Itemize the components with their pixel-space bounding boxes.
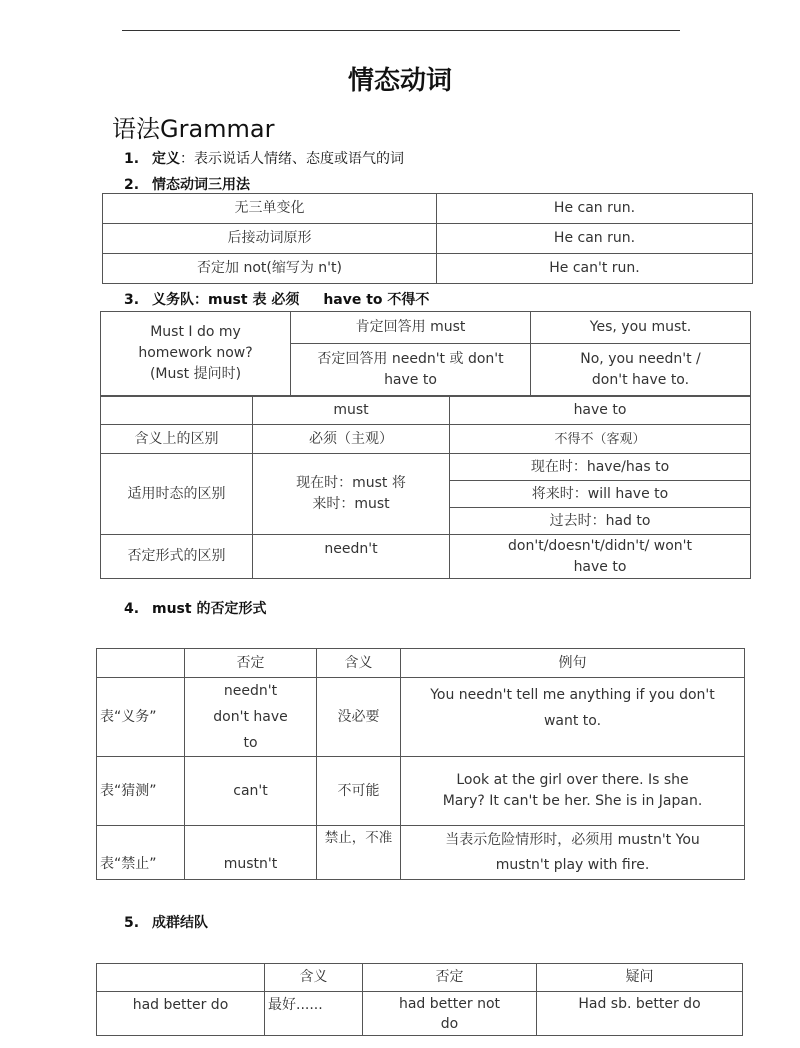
item-three-uses — [124, 174, 250, 194]
table-row — [101, 312, 751, 344]
table-cell: Had sb. better do — [537, 992, 743, 1036]
table-cell: had better not do — [363, 992, 537, 1036]
table-cell: He can run. — [437, 224, 753, 254]
table-cell: 肯定回答用 must — [291, 312, 531, 344]
item-number: 4. — [124, 601, 140, 617]
table-cell: 现在时：must 将来时：must — [253, 454, 450, 535]
item-group — [124, 912, 208, 932]
table-cell: 含义 — [265, 964, 363, 992]
table-cell: 疑问 — [537, 964, 743, 992]
table-row — [97, 649, 745, 678]
table-cell: 表“禁止” — [97, 826, 185, 880]
table-cell: Look at the girl over there. Is she Mary? It can't be her. She is in Japan. — [401, 757, 745, 826]
table-row — [101, 535, 751, 579]
table-row — [97, 964, 743, 992]
table-cell: 否定形式的区别 — [101, 535, 253, 579]
table-row — [101, 397, 751, 425]
item-must-negative — [124, 598, 266, 618]
table-cell — [101, 397, 253, 425]
must-negative-table — [96, 648, 745, 880]
table-cell: 现在时：have/has to — [450, 454, 751, 481]
table-row — [101, 454, 751, 481]
table-cell: He can run. — [437, 194, 753, 224]
item-number: 2. — [124, 177, 140, 193]
item-number: 5. — [124, 915, 140, 931]
table-cell: had better do — [97, 992, 265, 1036]
table-cell: 禁止，不准 — [317, 826, 401, 880]
comparison-table — [100, 396, 751, 579]
item-number: 1. — [124, 151, 140, 167]
table-cell: You needn't tell me anything if you don't want to. — [401, 678, 745, 757]
table-cell: 表“义务” — [97, 678, 185, 757]
table-cell: 没必要 — [317, 678, 401, 757]
table-cell: 含义上的区别 — [101, 425, 253, 454]
table-cell: 后接动词原形 — [103, 224, 437, 254]
table-cell: 不得不（客观） — [450, 425, 751, 454]
table-cell: No, you needn't / don't have to. — [531, 344, 751, 396]
page-title: 情态动词 — [347, 66, 452, 96]
table-cell: He can't run. — [437, 254, 753, 284]
table-row — [97, 757, 745, 826]
item-text: ：表示说话人情绪、态度或语气的词 — [180, 151, 404, 167]
table-row — [103, 224, 753, 254]
table-cell: 最好...... — [265, 992, 363, 1036]
table-cell: must — [253, 397, 450, 425]
table-cell — [97, 964, 265, 992]
top-rule — [122, 30, 680, 31]
table-cell: can't — [185, 757, 317, 826]
item-definition — [124, 148, 404, 168]
section-heading: 语法Grammar — [112, 115, 275, 143]
table-row — [101, 425, 751, 454]
table-cell: needn't — [253, 535, 450, 579]
table-cell: 否定 — [185, 649, 317, 678]
table-cell: 表“猜测” — [97, 757, 185, 826]
table-cell: 含义 — [317, 649, 401, 678]
table-cell: 将来时：will have to — [450, 481, 751, 508]
item-label: must 的否定形式 — [152, 601, 267, 617]
item-label: 定义 — [152, 151, 180, 167]
table-cell: 适用时态的区别 — [101, 454, 253, 535]
table-cell: needn't don't have to — [185, 678, 317, 757]
table-cell: Must I do my homework now? (Must 提问时) — [101, 312, 291, 396]
item-label: 义务队：must 表 必须 — [152, 292, 300, 308]
table-cell: 例句 — [401, 649, 745, 678]
table-cell: mustn't — [185, 826, 317, 880]
table-cell: 无三单变化 — [103, 194, 437, 224]
item-label: 情态动词三用法 — [152, 177, 250, 193]
table-cell: 必须（主观） — [253, 425, 450, 454]
table-cell: don't/doesn't/didn't/ won't have to — [450, 535, 751, 579]
item-number: 3. — [124, 292, 140, 308]
table-row — [97, 992, 743, 1036]
table-cell: 过去时：had to — [450, 508, 751, 535]
had-better-table — [96, 963, 743, 1036]
table-cell: have to — [450, 397, 751, 425]
item-label: 成群结队 — [152, 915, 208, 931]
table-cell — [97, 649, 185, 678]
usage-table — [102, 193, 753, 284]
table-row — [97, 826, 745, 880]
table-cell: 否定加 not(缩写为 n't) — [103, 254, 437, 284]
answer-table — [100, 311, 751, 396]
table-cell: 不可能 — [317, 757, 401, 826]
table-cell: Yes, you must. — [531, 312, 751, 344]
table-row — [103, 194, 753, 224]
table-cell: 否定 — [363, 964, 537, 992]
table-cell: 否定回答用 needn't 或 don't have to — [291, 344, 531, 396]
table-row — [103, 254, 753, 284]
item-obligation — [124, 289, 429, 309]
table-cell: 当表示危险情形时，必须用 mustn't You mustn't play with fire. — [401, 826, 745, 880]
item-label: have to 不得不 — [323, 292, 430, 308]
table-row — [97, 678, 745, 757]
